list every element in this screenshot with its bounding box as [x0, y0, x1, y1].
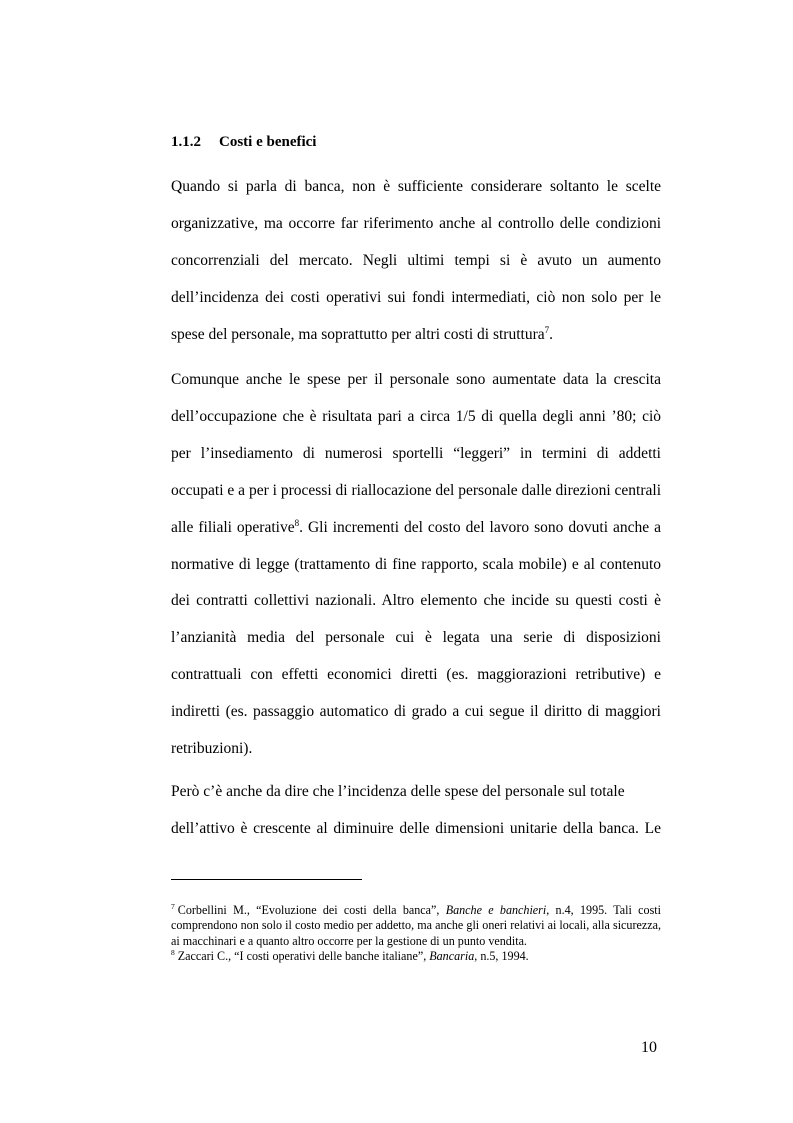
paragraph-1-text: Quando si parla di banca, non è sufficiente considerare soltanto le scelte organizzative, ma occorre far riferimento anche al controllo delle condizioni concorrenziali del mercato. Negli ultimi tempi si è avuto un aumento dell’incidenza dei costi operativi sui fondi intermediati, ciò non solo per le spese del personale, ma soprattutto per altri costi di struttura	[171, 178, 661, 343]
footnote-7-number: 7	[171, 901, 175, 911]
paragraph-1-tail: .	[549, 325, 553, 343]
footnote-8-text-before: Zaccari C., “I costi operativi delle banche italiane”,	[177, 949, 430, 964]
footnote-7-source: Banche e banchieri	[445, 903, 547, 917]
footnote-8	[171, 949, 661, 964]
footnote-ref-8[interactable]: 8	[294, 517, 300, 528]
page-number: 10	[641, 1039, 657, 1056]
footnote-ref-7[interactable]: 7	[544, 324, 550, 335]
footnote-7	[171, 903, 661, 949]
paragraph-1	[171, 169, 661, 354]
section-heading	[171, 134, 316, 151]
footnote-8-source: Bancaria	[429, 949, 475, 964]
footnote-7-text-after: , n.4, 1995. Tali costi comprendono non solo il costo medio per addetto, ma anche gli oneri relativi ai locali, alla sicurezza, ai macchinari e a quanto altro occorre per la gestione di un punto vendita.	[171, 903, 661, 948]
paragraph-2	[171, 362, 661, 768]
paragraph-3-line-1: Però c’è anche da dire che l’incidenza delle spese del personale sul totale	[171, 783, 625, 800]
footnote-7-text-before: Corbellini M., “Evoluzione dei costi della banca”,	[177, 903, 446, 917]
paragraph-2-text-b: . Gli incrementi del costo del lavoro sono dovuti anche a normative di legge (trattamento di fine rapporto, scala mobile) e al contenuto dei contratti collettivi nazionali. Altro elemento che incide su questi costi è l’anzianità media del personale cui è legata una serie di disposizioni contrattuali con effetti economici diretti (es. maggiorazioni retributive) e indiretti (es. passaggio automatico di grado a cui segue il diritto di maggiori retribuzioni).	[171, 518, 662, 758]
footnote-separator	[171, 879, 362, 880]
footnotes	[171, 903, 661, 965]
footnote-8-text-after: , n.5, 1994.	[474, 949, 529, 964]
section-title: Costi e benefici	[219, 134, 317, 150]
paragraph-2-text-a: Comunque anche le spese per il personale sono aumentate data la crescita dell’occupazione che è risultata pari a circa 1/5 di quella degli anni ’80; ciò per l’insediamento di numerosi sportelli “leggeri” in termini di addetti occupati e a per i processi di riallocazione del personale dalle direzioni centrali alle filiali operative	[171, 371, 661, 536]
footnote-8-number: 8	[171, 948, 175, 958]
paragraph-3	[171, 774, 661, 848]
paragraph-3-line-2: dell’attivo è crescente al diminuire delle dimensioni unitarie della banca. Le	[171, 819, 661, 837]
section-number: 1.1.2	[171, 134, 201, 150]
